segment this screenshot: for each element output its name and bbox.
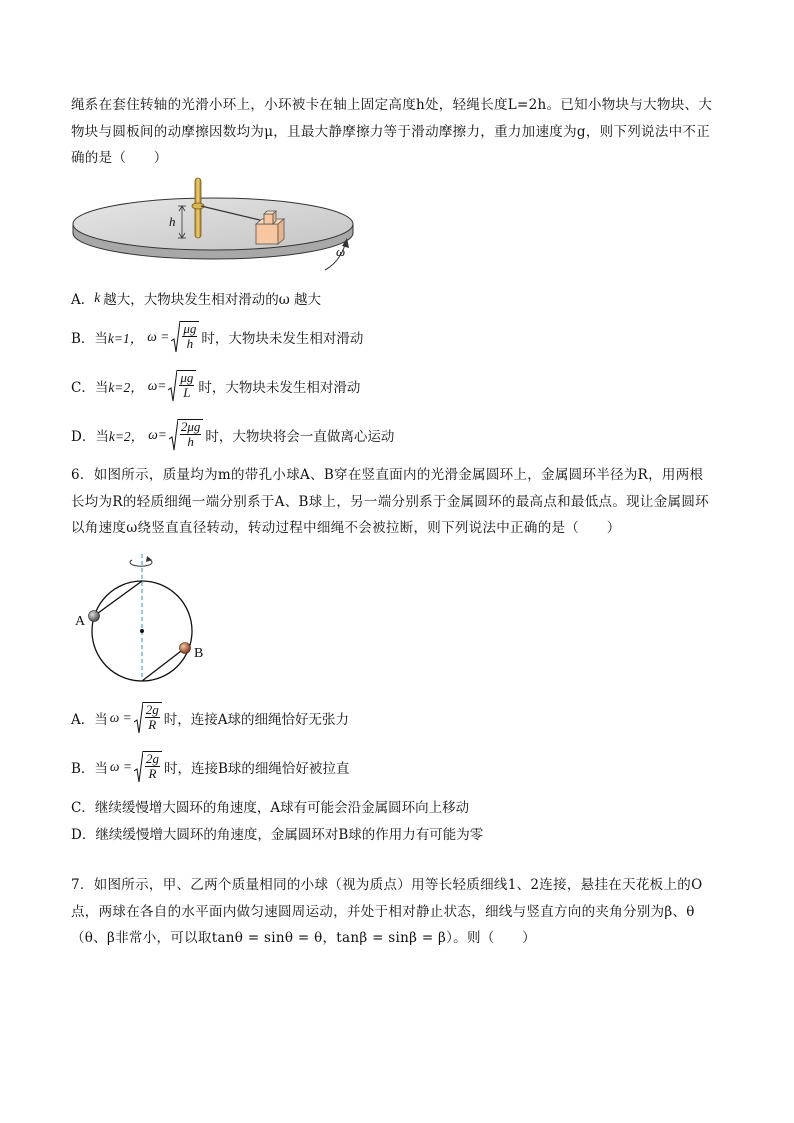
- small-block: [264, 211, 276, 224]
- label-omega: ω: [336, 244, 346, 259]
- q6-option-b[interactable]: B．当 ω = $\frac{2g}{R}$ 时，连接B球的细绳恰好被拉直: [71, 751, 350, 781]
- sqrt-expression: $\frac{2g}{R}$: [134, 702, 162, 734]
- q5-stem: [71, 92, 731, 172]
- q6-stem-line1: 6．如图所示，质量均为m的带孔小球A、B穿在竖直面内的光滑金属圆环上，金属圆环半径为R，用两根: [71, 467, 704, 483]
- q6-stem-line3: 以角速度ω绕竖直直径转动，转动过程中细绳不会被拉断，则下列说法中正确的是（ ）: [71, 520, 621, 536]
- q6-ring-figure: [70, 550, 220, 685]
- sqrt-expression: $\frac{\mu g}{h}$: [171, 321, 199, 353]
- q6-stem-line2: 长均为R的轻质细绳一端分别系于A、B球上，另一端分别系于金属圆环的最高点和最低点。现让金属圆环: [71, 493, 709, 510]
- q7-stem-line1: 7．如图所示，甲、乙两个质量相同的小球（视为质点）用等长轻质细线1、2连接，悬挂在天花板上的O: [71, 877, 703, 893]
- q5-option-c[interactable]: C．当 k=2， ω= $\frac{\mu g}{L}$ 时，大物块未发生相对滑动: [71, 370, 361, 400]
- q7-stem: [71, 872, 731, 952]
- ring-center: [140, 629, 144, 633]
- sqrt-expression: $\frac{2\mu g}{h}$: [169, 419, 204, 451]
- rope-a: [94, 581, 142, 616]
- q5-stem-line2: 物块与圆板间的动摩擦因数均为μ，且最大静摩擦力等于滑动摩擦力，重力加速度为g，则下列说法中不正: [71, 123, 711, 140]
- label-a: A: [75, 614, 86, 629]
- q5-option-d[interactable]: D．当 k=2， ω= $\frac{2\mu g}{h}$ 时，大物块将会一直做离心运动: [71, 419, 395, 449]
- q7-stem-line3: （θ、β非常小，可以取tanθ = sinθ = θ，tanβ = sinβ = β）。则（ ）: [71, 930, 536, 946]
- ball-b: [180, 643, 191, 654]
- q7-stem-line2: 点，两球在各自的水平面内做匀速圆周运动，并处于相对静止状态，细线与竖直方向的夹角分别为β、θ: [71, 903, 695, 920]
- q5-option-a[interactable]: A． k 越大，大物块发生相对滑动的ω 越大: [71, 290, 322, 308]
- q5-disk-figure: [70, 176, 370, 276]
- q5-option-b[interactable]: B．当 k=1， ω = $\frac{\mu g}{h}$ 时，大物块未发生相对滑动: [71, 321, 364, 351]
- label-b: B: [194, 646, 204, 661]
- sqrt-expression: $\frac{2g}{R}$: [134, 751, 162, 783]
- q5-stem-line1: 绳系在套住转轴的光滑小环上，小环被卡在轴上固定高度h处，轻绳长度L=2h。已知小物块与大物块、大: [71, 97, 713, 113]
- q5-stem-line3: 确的是（ ）: [71, 150, 168, 166]
- q6-option-c[interactable]: C．继续缓慢增大圆环的角速度，A球有可能会沿金属圆环向上移动: [71, 800, 470, 816]
- q6-option-a[interactable]: A．当 ω = $\frac{2g}{R}$ 时，连接A球的细绳恰好无张力: [71, 702, 350, 732]
- q6-stem: [71, 462, 731, 542]
- sqrt-expression: $\frac{\mu g}{L}$: [168, 370, 196, 402]
- ball-a: [89, 611, 100, 622]
- label-h: h: [169, 214, 176, 229]
- q6-option-d[interactable]: D．继续缓慢增大圆环的角速度，金属圆环对B球的作用力有可能为零: [71, 827, 484, 843]
